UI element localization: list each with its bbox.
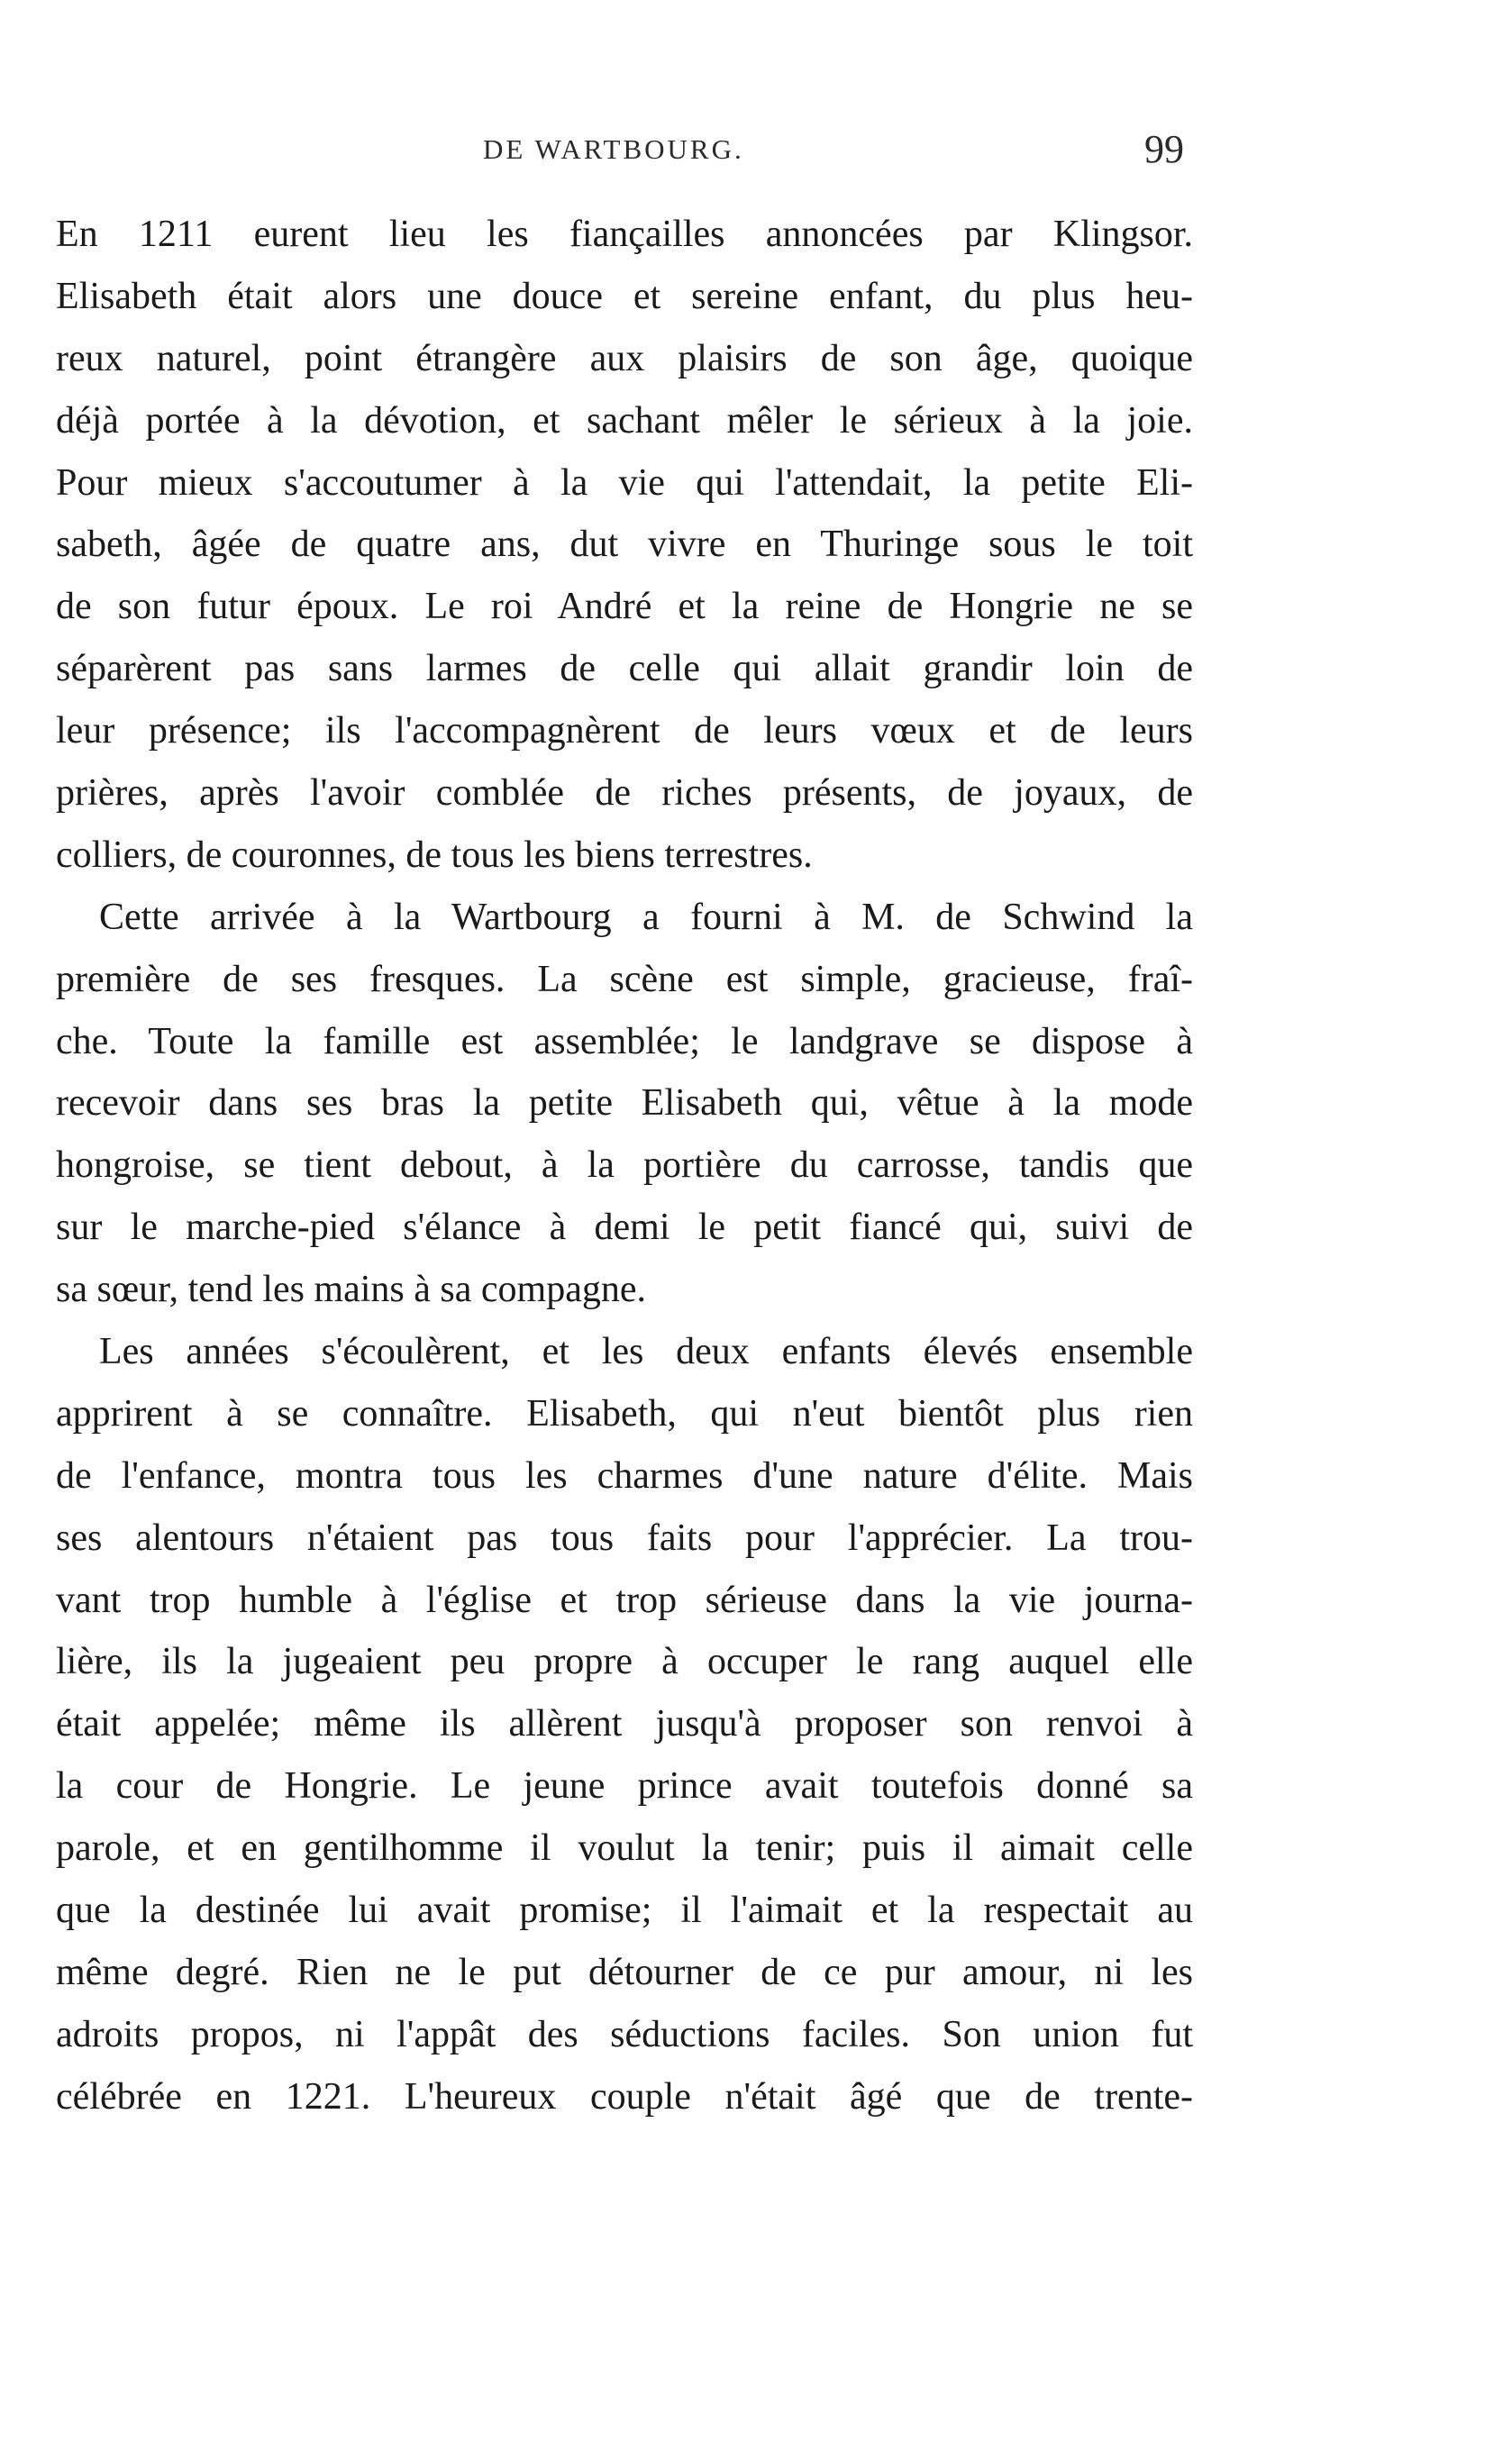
text-line: sabeth, âgée de quatre ans, dut vivre en Thuringe sous le toit — [56, 524, 1193, 566]
page-number: 99 — [1144, 127, 1184, 171]
text-line: prières, après l'avoir comblée de riches présents, de joyaux, de — [56, 772, 1193, 815]
text-line: de l'enfance, montra tous les charmes d'une nature d'élite. Mais — [56, 1454, 1193, 1497]
text-line: sur le marche-pied s'élance à demi le petit fiancé qui, suivi de — [56, 1207, 1193, 1249]
text-line: En 1211 eurent lieu les fiançailles annoncées par Klingsor. — [56, 214, 1193, 255]
text-line: parole, et en gentilhomme il voulut la tenir; puis il aimait celle — [56, 1827, 1193, 1870]
text-line: la cour de Hongrie. Le jeune prince avait toutefois donné sa — [56, 1765, 1193, 1808]
text-line: séparèrent pas sans larmes de celle qui allait grandir loin de — [56, 648, 1193, 690]
running-title: DE WARTBOURG. — [483, 133, 744, 165]
text-line: était appelée; même ils allèrent jusqu'à proposer son renvoi à — [56, 1703, 1193, 1745]
text-line: recevoir dans ses bras la petite Elisabeth qui, vêtue à la mode — [56, 1082, 1193, 1125]
text-line: adroits propos, ni l'appât des séductions faciles. Son union fut — [56, 2013, 1193, 2055]
text-line: colliers, de couronnes, de tous les biens terrestres. — [56, 834, 813, 876]
text-line: de son futur époux. Le roi André et la reine de Hongrie ne se — [56, 586, 1193, 628]
text-line: hongroise, se tient debout, à la portière du carrosse, tandis que — [56, 1144, 1193, 1187]
text-line: vant trop humble à l'église et trop sérieuse dans la vie journa- — [56, 1579, 1193, 1621]
text-line: apprirent à se connaître. Elisabeth, qui n'eut bientôt plus rien — [56, 1392, 1193, 1435]
text-line: che. Toute la famille est assemblée; le landgrave se dispose à — [56, 1020, 1193, 1062]
text-line: que la destinée lui avait promise; il l'aimait et la respectait au — [56, 1890, 1193, 1932]
text-line: Pour mieux s'accoutumer à la vie qui l'attendait, la petite Eli- — [56, 461, 1193, 504]
text-line: sa sœur, tend les mains à sa compagne. — [56, 1269, 646, 1311]
text-line: leur présence; ils l'accompagnèrent de leurs vœux et de leurs — [56, 710, 1193, 752]
text-line: lière, ils la jugeaient peu propre à occuper le rang auquel elle — [56, 1641, 1193, 1683]
text-line: Cette arrivée à la Wartbourg a fourni à M. de Schwind la — [99, 896, 1193, 938]
text-line: déjà portée à la dévotion, et sachant mêler le sérieux à la joie. — [56, 399, 1193, 442]
text-line: même degré. Rien ne le put détourner de ce pur amour, ni les — [56, 1951, 1193, 1993]
text-line: Les années s'écoulèrent, et les deux enfants élevés ensemble — [99, 1331, 1193, 1373]
text-line: reux naturel, point étrangère aux plaisirs de son âge, quoique — [56, 337, 1193, 379]
text-line: première de ses fresques. La scène est simple, gracieuse, fraî- — [56, 958, 1193, 1000]
text-line: ses alentours n'étaient pas tous faits pour l'apprécier. La trou- — [56, 1517, 1193, 1559]
body-text — [56, 204, 1193, 2128]
text-line: Elisabeth était alors une douce et sereine enfant, du plus heu- — [56, 275, 1193, 317]
text-line: célébrée en 1221. L'heureux couple n'était âgé que de trente- — [56, 2075, 1193, 2118]
